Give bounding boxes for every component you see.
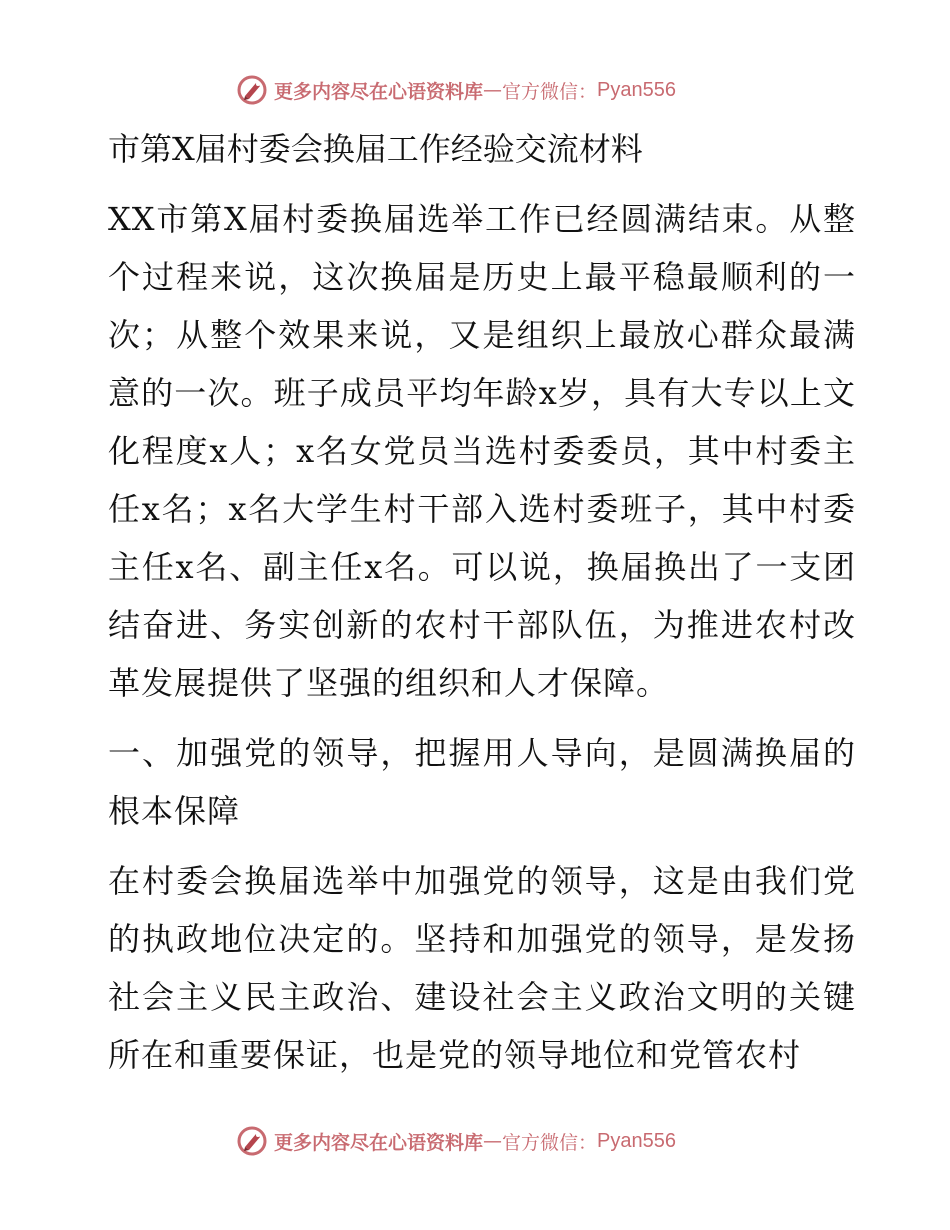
paragraph-section-1: 在村委会换届选举中加强党的领导，这是由我们党的执政地位决定的。坚持和加强党的领导，是发扬社会主义民主政治、建设社会主义政治文明的关键所在和重要保证，也是党的领导地位和党管农村 [108,862,856,1074]
watermark-banner-top [236,73,676,107]
logo-icon [236,1125,268,1157]
watermark-main-text: 更多内容尽在心语资料库 [274,80,484,103]
watermark-separator: — [483,79,503,101]
paragraph-intro: XX市第X届村委换届选举工作已经圆满结束。从整个过程来说，这次换届是历史上最平稳最顺利的一次；从整个效果来说，又是组织上最放心群众最满意的一次。班子成员平均年龄x岁，具有大专以上文化程度x人；x名女党员当选村委委员，其中村委主任x名；x名大学生村干部入选村委班子，其中村委主任x名、副主任x名。可以说，换届换出了一支团结奋进、务实创新的农村干部队伍，为推进农村改革发展提供了坚强的组织和人才保障。 [108,200,856,702]
watermark-sub-text: 官方微信： [502,80,598,103]
logo-icon [236,74,268,106]
watermark-id: Pyan556 [597,1129,676,1152]
document-body [96,120,856,1084]
document-title: 市第X届村委会换届工作经验交流材料 [108,130,643,168]
section-heading-1: 一、加强党的领导，把握用人导向，是圆满换届的根本保障 [108,734,856,830]
watermark-main-text: 更多内容尽在心语资料库 [274,1131,484,1154]
watermark-sub-text: 官方微信： [502,1131,598,1154]
watermark-separator: — [483,1130,503,1152]
watermark-banner-bottom [236,1124,676,1158]
watermark-id: Pyan556 [597,78,676,101]
